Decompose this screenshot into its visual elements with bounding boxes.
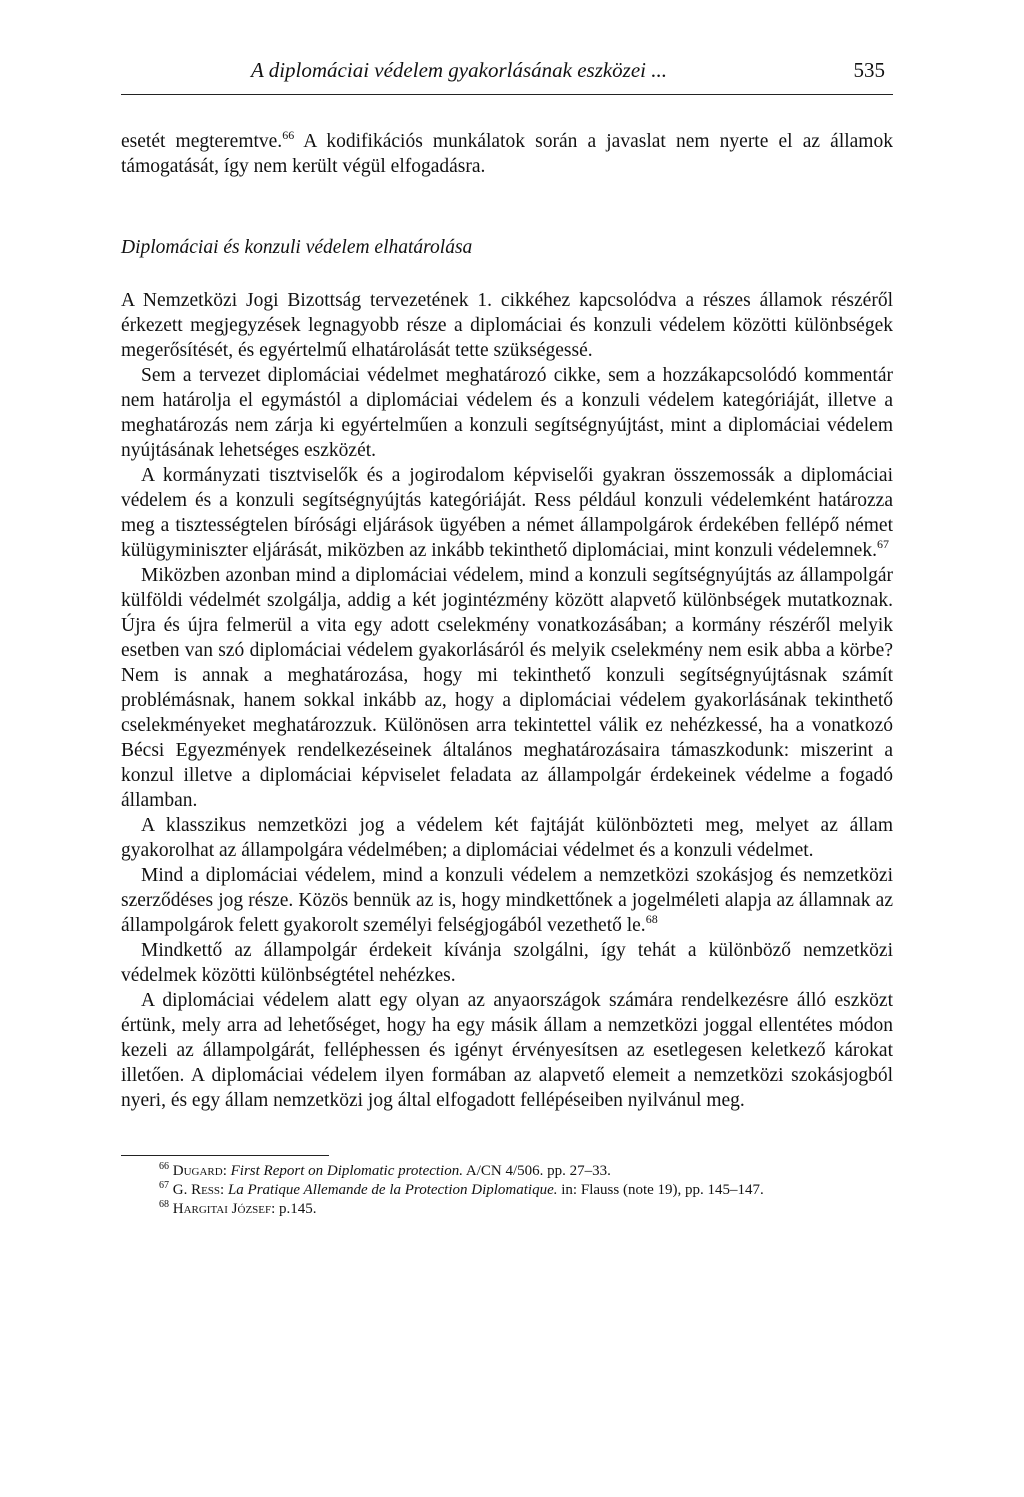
paragraph bbox=[121, 863, 893, 938]
footnote-number: 68 bbox=[159, 1199, 169, 1210]
footnote-ref-66: 66 bbox=[282, 128, 295, 142]
paragraph: A klasszikus nemzetközi jog a védelem két fajtáját különbözteti meg, melyet az állam gyakorolhat az állampolgára védelmében; a diplomáciai védelmet és a konzuli védelmet. bbox=[121, 815, 893, 861]
section-title: Diplomáciai és konzuli védelem elhatárolása bbox=[121, 237, 473, 258]
footnotes bbox=[121, 1162, 893, 1219]
paragraph: Sem a tervezet diplomáciai védelmet meghatározó cikke, sem a hozzákapcsolódó kommentár nem határolja el egymástól a diplomáciai védelem és a konzuli védelem kategóriáját, illetve a meghatározás nem zárja ki egyértelműen a konzuli segítségnyújtást, mint a diplomáciai védelem nyújtásának lehetséges eszközét. bbox=[121, 365, 893, 461]
footnote-author: G. Ress: bbox=[172, 1182, 225, 1198]
running-title: A diplomáciai védelem gyakorlásának eszközei ... bbox=[251, 58, 668, 82]
page bbox=[121, 56, 893, 1219]
paragraph-text: esetét megteremtve. bbox=[121, 131, 283, 152]
footnote-author: Dugard: bbox=[172, 1163, 227, 1179]
header-rule bbox=[121, 94, 893, 95]
paragraph: A diplomáciai védelem alatt egy olyan az anyaországok számára rendelkezésre álló eszközt értünk, mely arra ad lehetőséget, hogy ha egy másik állam a nemzetközi joggal ellentétes módon kezeli az állampolgárát, felléphessen és igényt érvényesítsen az esetlegesen keletkező károkat illetően. A diplomáciai védelem ilyen formában az alapvető elemeit a nemzetközi szokásjogból nyeri, és egy állam nemzetközi jog által elfogadott fellépéseiben nyilvánul meg. bbox=[121, 990, 893, 1111]
footnote-number: 67 bbox=[159, 1180, 169, 1191]
paragraph-continuation bbox=[121, 129, 893, 179]
footnote-ref-68: 68 bbox=[645, 912, 658, 926]
footnote-66 bbox=[159, 1162, 893, 1181]
running-header bbox=[121, 56, 893, 88]
paragraph-text: A kodifikációs munkálatok során a javaslat nem nyerte el az államok támogatását, így nem került végül elfogadásra. bbox=[121, 131, 893, 177]
paragraph: Miközben azonban mind a diplomáciai védelem, mind a konzuli segítségnyújtás az állampolgár külföldi védelmét szolgálja, addig a két jogintézmény között alapvető különbségek mutatkoznak. Újra és újra felmerül a vita egy adott cselekmény vonatkozásában; a kormány részéről melyik esetben van szó diplomáciai védelem gyakorlásáról és melyik cselekmény nem esik abba a körbe? Nem is annak a meghatározása, hogy mi tekinthető konzuli segítségnyújtásnak számít problémásnak, hanem sokkal inkább az, hogy a diplomáciai védelem gyakorlásának tekinthető cselekményeket meghatározzuk. Különösen arra tekintettel válik ez nehézkessé, ha a vonatkozó Bécsi Egyezmények rendelkezéseinek általános meghatározásaira támaszkodunk: miszerint a konzul illetve a diplomáciai képviselet feladata az állampolgár érdekeinek védelme a fogadó államban. bbox=[121, 565, 893, 811]
footnote-rest: p.145. bbox=[275, 1201, 317, 1217]
paragraph: A Nemzetközi Jogi Bizottság tervezetének 1. cikkéhez kapcsolódva a részes államok részéről érkezett megjegyzések legnagyobb része a diplomáciai és konzuli védelem közötti különbségek megerősítését, és egyértelmű elhatárolását tette szükségessé. bbox=[121, 290, 893, 361]
footnote-title: La Pratique Allemande de la Protection Diplomatique. bbox=[227, 1182, 558, 1198]
footnote-title: First Report on Diplomatic protection. bbox=[230, 1163, 463, 1179]
body-text bbox=[121, 129, 893, 1113]
footnote-ref-67: 67 bbox=[876, 537, 889, 551]
paragraph bbox=[121, 463, 893, 563]
footnote-author: Hargitai József: bbox=[172, 1201, 276, 1217]
footnote-67 bbox=[159, 1181, 893, 1200]
page-number: 535 bbox=[853, 58, 885, 82]
footnote-rest: in: Flauss (note 19), pp. 145–147. bbox=[557, 1182, 764, 1198]
paragraph-text: Mind a diplomáciai védelem, mind a konzuli védelem a nemzetközi szokásjog és nemzetközi szerződéses jog része. Közös bennük az is, hogy mindkettőnek a jogelméleti alapja az államnak az állampolgárok felett gyakorolt személyi felségjogából vezethető le. bbox=[121, 865, 893, 936]
footnote-68 bbox=[159, 1200, 893, 1219]
footnote-number: 66 bbox=[159, 1161, 169, 1172]
footnote-rule bbox=[121, 1155, 329, 1156]
paragraph-text: A kormányzati tisztviselők és a jogirodalom képviselői gyakran összemossák a diplomáciai védelem és a konzuli segítségnyújtás kategóriáját. Ress például konzuli védelemként határozza meg a tisztességtelen bírósági eljárások ügyében a német állampolgárok érdekében fellépő német külügyminiszter eljárását, miközben az inkább tekinthető diplomáciai, mint konzuli védelemnek. bbox=[121, 465, 893, 561]
footnote-rest: A/CN 4/506. pp. 27–33. bbox=[462, 1163, 611, 1179]
paragraph: Mindkettő az állampolgár érdekeit kívánja szolgálni, így tehát a különböző nemzetközi védelmek közötti különbségtétel nehézkes. bbox=[121, 940, 893, 986]
